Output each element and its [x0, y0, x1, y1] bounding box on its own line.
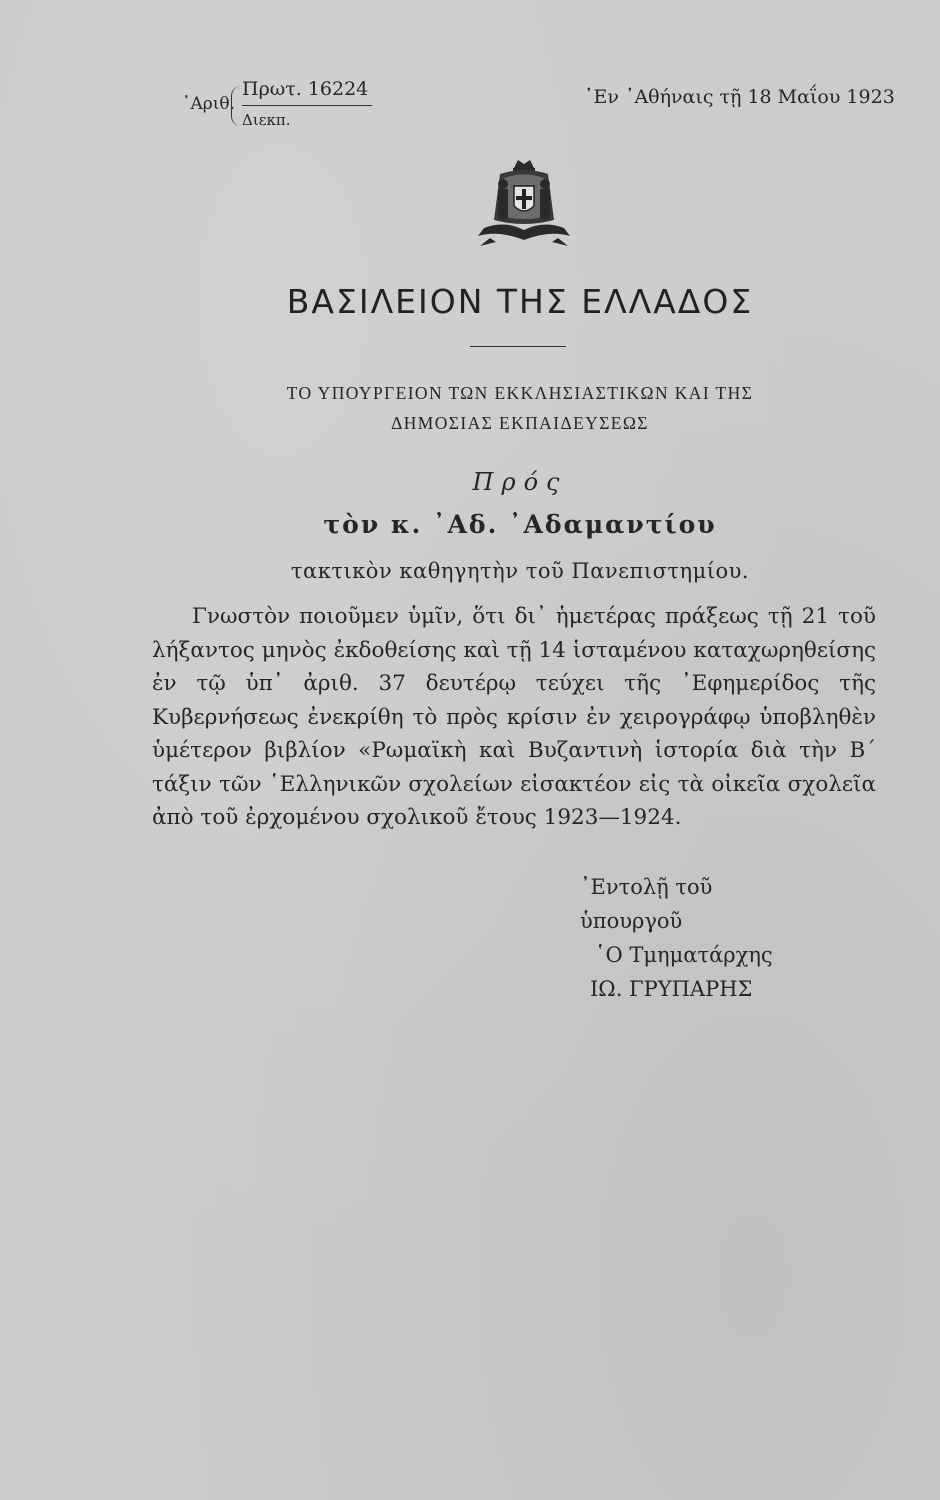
royal-coat-of-arms-icon: [470, 158, 578, 250]
ref-divider: [242, 105, 372, 106]
protocol-number: Πρωτ. 16224: [242, 78, 369, 100]
letter-date: ᾿Εν ᾿Αθήναις τῇ 18 Μαΐου 1923: [584, 86, 895, 108]
to-label: Πρός: [472, 468, 568, 496]
signature-block: [560, 870, 820, 1006]
ministry-heading: [0, 378, 940, 438]
letter-body: Γνωστὸν ποιοῦμεν ὑμῖν, ὅτι δι᾿ ἡμετέρας πράξεως τῇ 21 τοῦ λήξαντος μηνὸς ἐκδοθείσης καὶ τῇ 14 ἱσταμένου καταχωρηθείσης ἐν τῷ ὑπ᾿ ἀριθ. 37 δευτέρῳ τεύχει τῆς ᾿Εφημερίδος τῆς Κυβερνήσεως ἐνεκρίθη τὸ πρὸς κρίσιν ἐν χειρογράφῳ ὑποβληθὲν ὑμέτερον βιβλίον «Ρωμαϊκὴ καὶ Βυζαντινὴ ἱστορία διὰ τὴν Β΄ τάξιν τῶν ῾Ελληνικῶν σχολείων εἰσακτέον εἰς τὰ οἰκεῖα σχολεῖα ἀπὸ τοῦ ἐρχομένου σχολικοῦ ἔτους 1923—1924.: [152, 604, 876, 830]
dispatch-label: Διεκπ.: [242, 111, 291, 129]
heading-divider: [470, 346, 566, 347]
ministry-line-1: ΤΟ ΥΠΟΥΡΓΕΙΟΝ ΤΩΝ ΕΚΚΛΗΣΙΑΣΤΙΚΩΝ ΚΑΙ ΤΗΣ: [286, 383, 754, 403]
signature-line-2: ῾Ο Τμηματάρχης: [595, 943, 773, 967]
kingdom-heading: ΒΑΣΙΛΕΙΟΝ ΤΗΣ ΕΛΛΑΔΟΣ: [286, 282, 754, 321]
signature-line-1: ᾿Εντολῇ τοῦ ὑπουργοῦ: [580, 875, 713, 933]
addressee-name: τὸν κ. ᾿Αδ. ᾿Αδαμαντίου: [323, 510, 717, 539]
ref-brace: [231, 86, 242, 126]
ministry-line-2: ΔΗΜΟΣΙΑΣ ΕΚΠΑΙΔΕΥΣΕΩΣ: [391, 413, 649, 433]
addressee-title: τακτικὸν καθηγητὴν τοῦ Πανεπιστημίου.: [290, 559, 750, 583]
ref-label: ᾿Αριθ.: [182, 94, 236, 114]
signatory-name: ΙΩ. ΓΡΥΠΑΡΗΣ: [590, 977, 753, 1001]
